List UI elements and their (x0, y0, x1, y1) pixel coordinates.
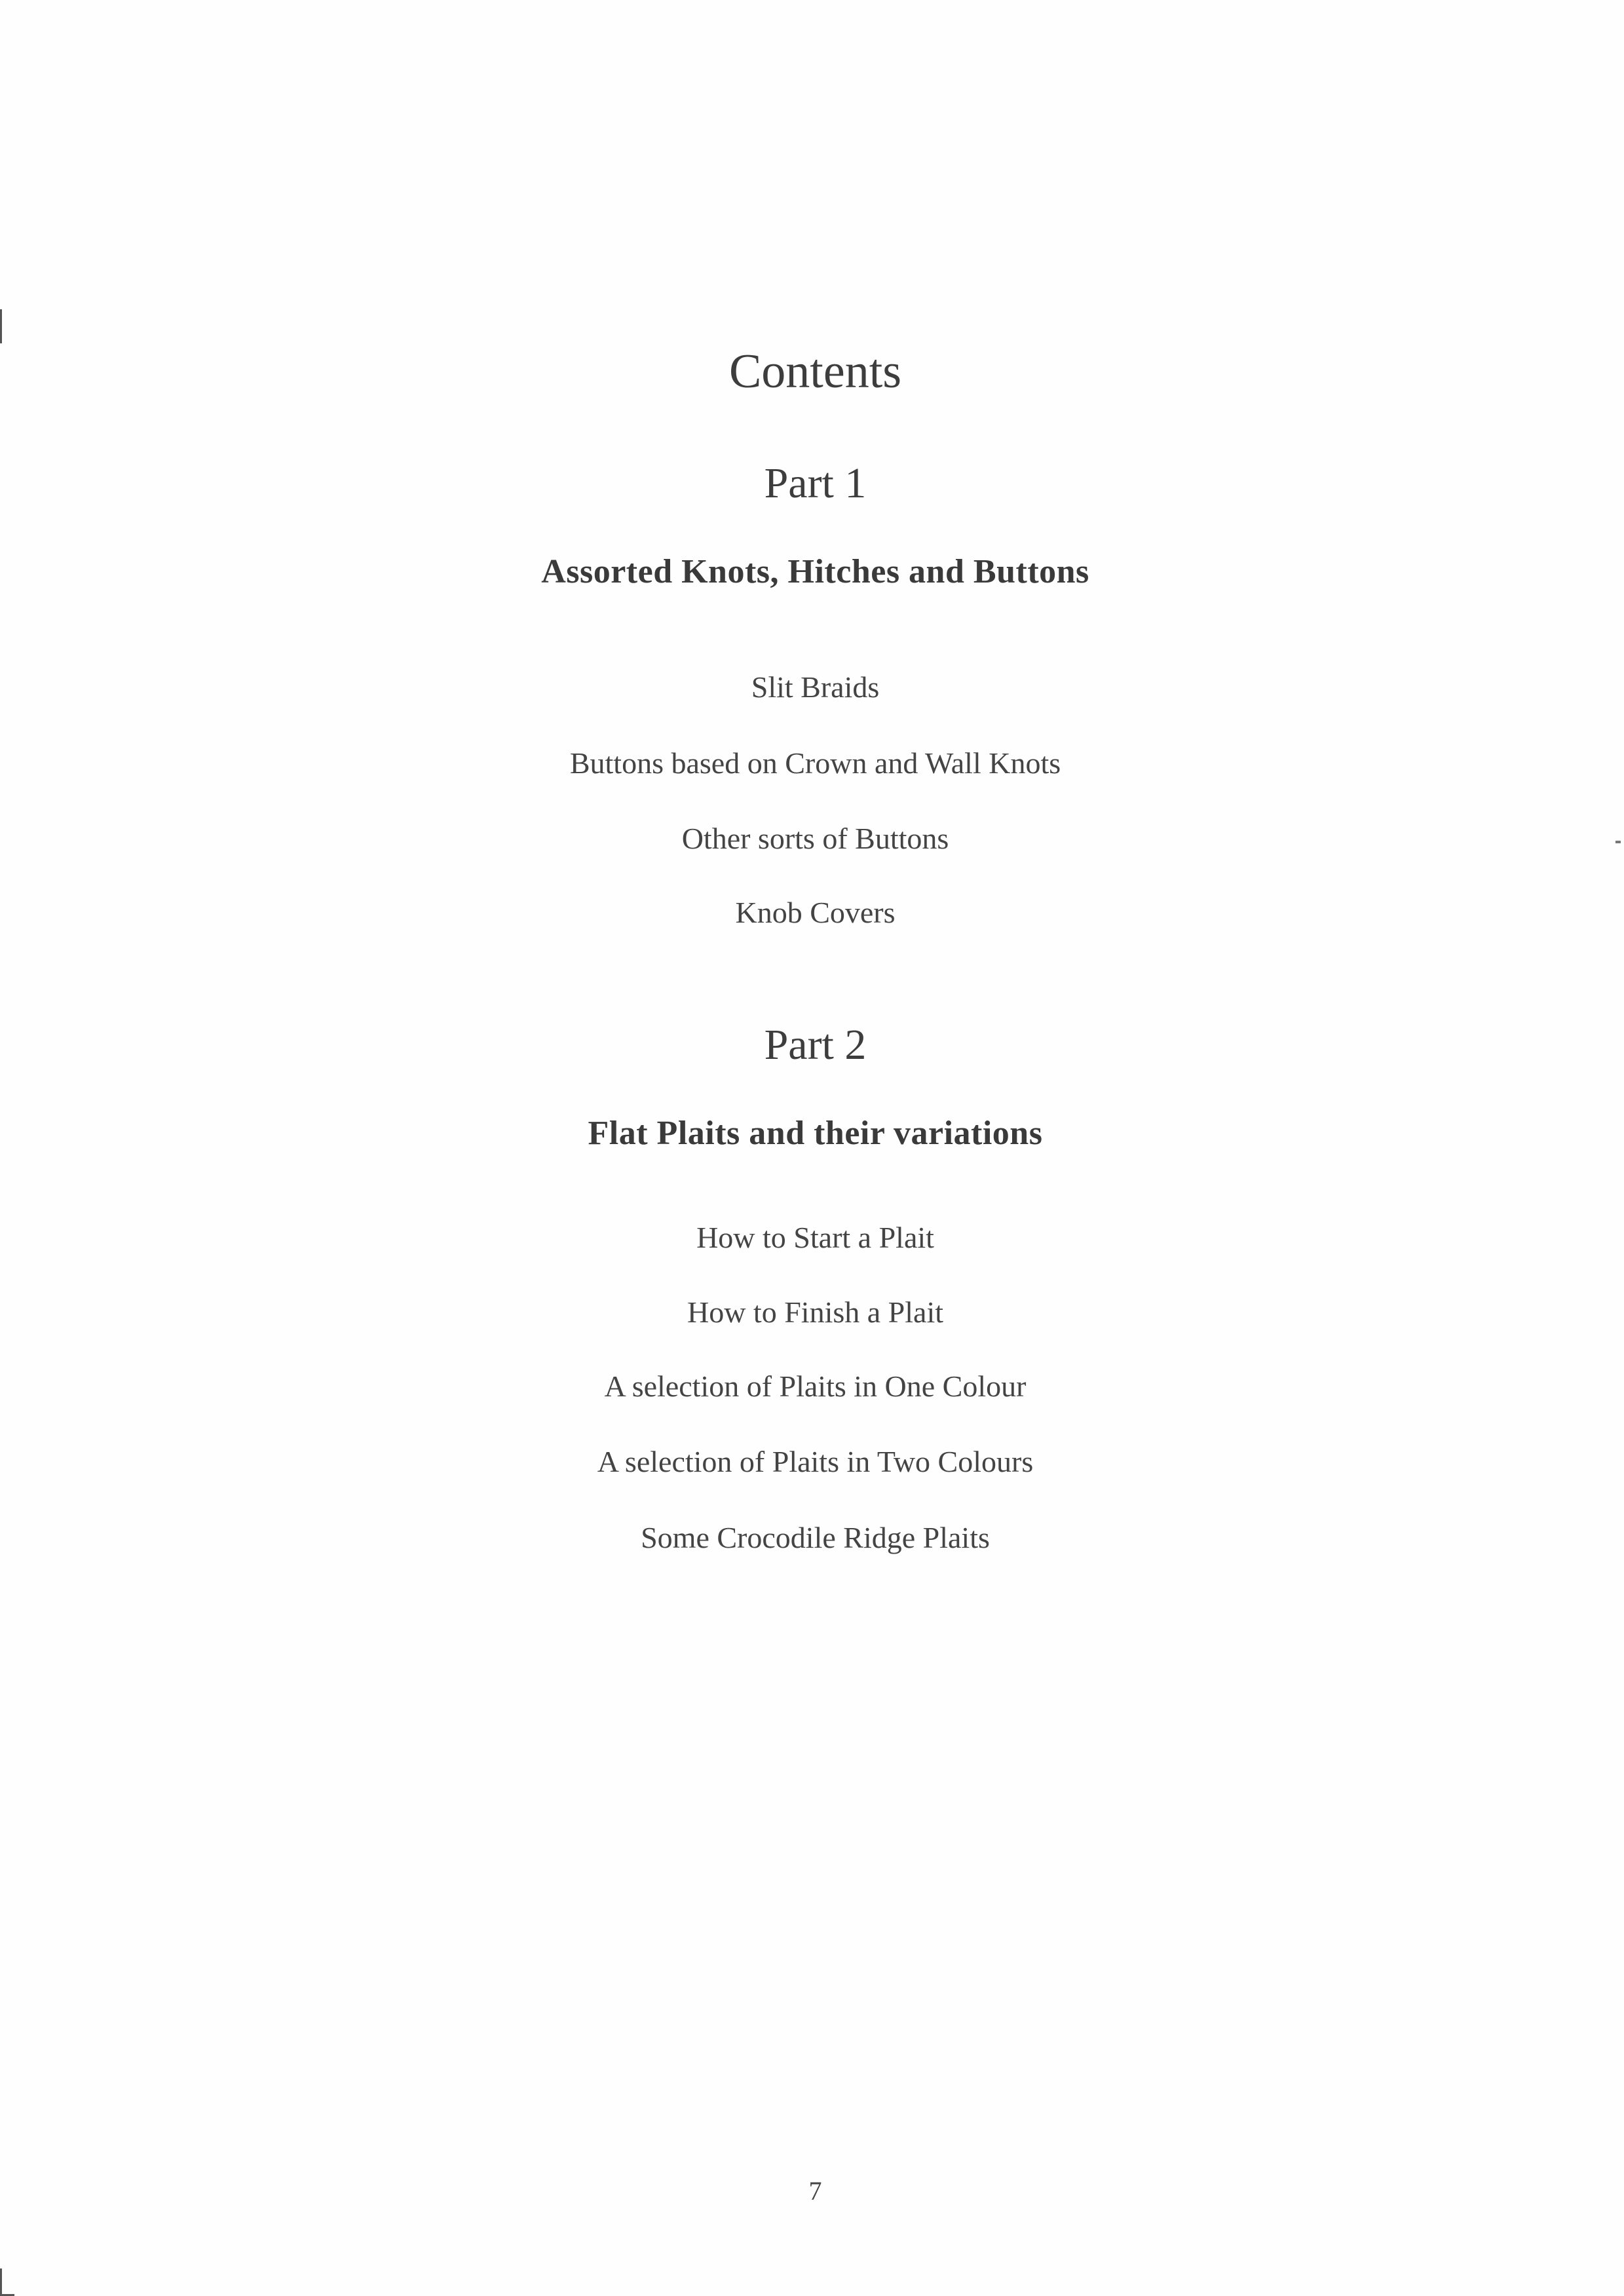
contents-entry: A selection of Plaits in Two Colours (597, 1445, 1034, 1478)
contents-entry: Buttons based on Crown and Wall Knots (569, 746, 1061, 780)
contents-entry: How to Start a Plait (696, 1221, 934, 1254)
scan-edge-mark (0, 309, 2, 343)
contents-entry: A selection of Plaits in One Colour (604, 1369, 1027, 1403)
page-number: 7 (808, 2176, 822, 2206)
contents-entry: Other sorts of Buttons (681, 822, 949, 855)
contents-title: Contents (728, 345, 902, 398)
part-2-heading: Part 2 (764, 1021, 867, 1069)
part-2-subtitle: Flat Plaits and their variations (588, 1115, 1043, 1152)
part-1-subtitle: Assorted Knots, Hitches and Buttons (541, 553, 1089, 590)
contents-entry: Slit Braids (751, 670, 880, 704)
contents-entry: How to Finish a Plait (687, 1295, 944, 1329)
scan-corner-mark (0, 2268, 2, 2296)
contents-entry: Some Crocodile Ridge Plaits (641, 1521, 990, 1554)
part-1-heading: Part 1 (764, 459, 867, 507)
contents-entry: Knob Covers (735, 896, 896, 929)
